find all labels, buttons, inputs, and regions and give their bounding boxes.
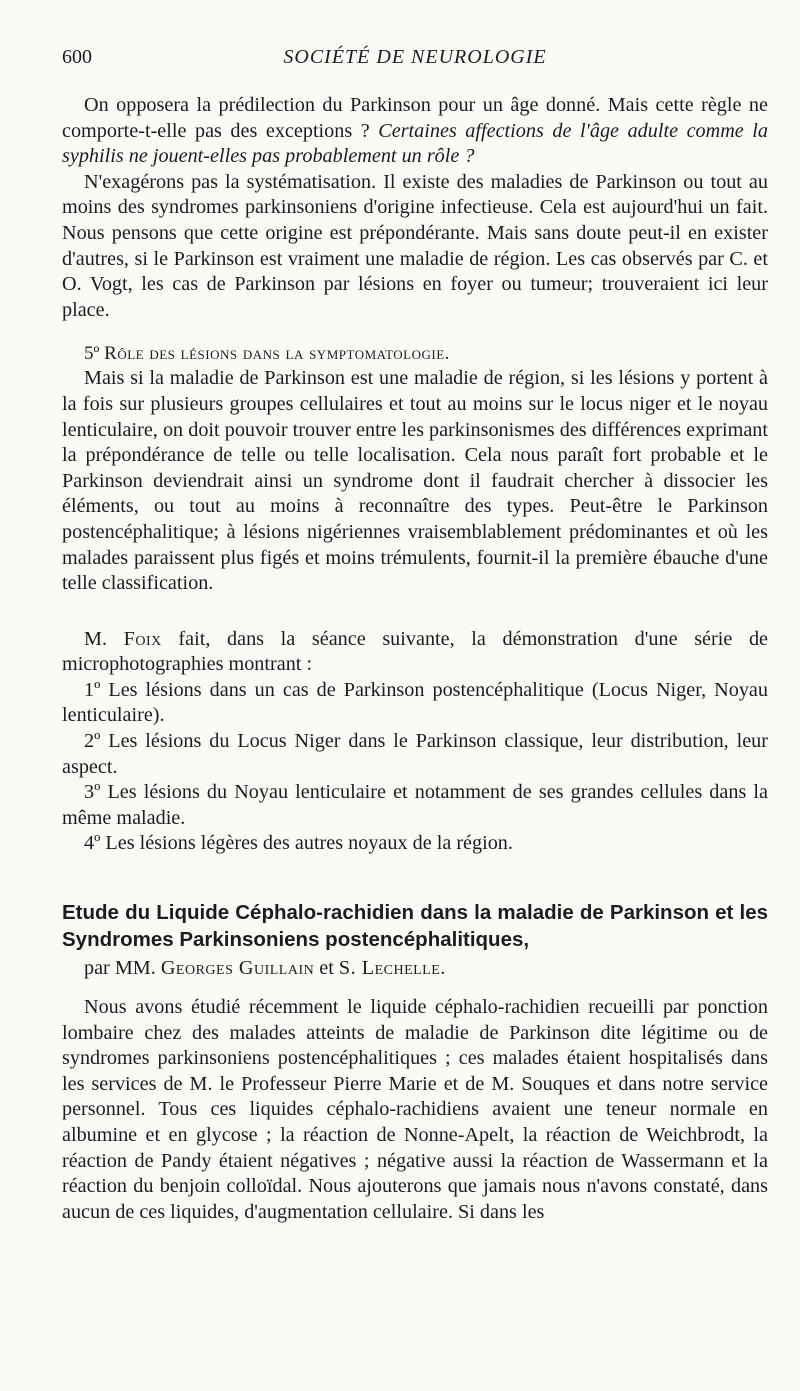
author-name: Foix: [123, 627, 162, 650]
foix-text: fait, dans la séance suivante, la démonstration d'une série de microphotographies montrant :: [62, 627, 768, 676]
list-item: 2º Les lésions du Locus Niger dans le Parkinson classique, leur distribution, leur aspect.: [62, 730, 768, 778]
byline-conjunction: et: [314, 957, 339, 980]
section-number: 5º: [84, 343, 105, 365]
section-heading: [62, 341, 768, 366]
author-name: Georges Guillain: [160, 957, 315, 980]
running-head: [62, 46, 768, 69]
paragraph-region-disease: Mais si la maladie de Parkinson est une maladie de région, si les lésions y portent à la fois sur plusieurs groupes cellulaires et tout au moins sur le locus niger et le noyau lenticulaire, on doit pouvoir trouver entre les parkinsonismes des différences exprimant la prépondérance de telle ou telle localisation. Cela nous paraît fort probable et le Parkinson deviendrait ainsi un syndrome dont il faudrait chercher à dissocier les éléments, ou tout au moins à reconnaître des types. Peut-être le Parkinson postencéphalitique; à lésions nigériennes vraisemblablement prédominantes et où les malades paraissent plus figés et moins trémulents, fournit-il la première ébauche d'une telle classification.: [62, 367, 768, 595]
article-heading: [62, 899, 768, 981]
document-page: [62, 46, 768, 1225]
paragraph-csf-study: Nous avons étudié récemment le liquide céphalo-rachidien recueilli par ponction lombaire chez des malades atteints de maladie de Parkinson dite légitime ou de syndromes parkinsoniens postencéphalitiques ; ces malades étaient hospitalisés dans les services de M. le Professeur Pierre Marie et de M. Souques et dans notre service personnel. Tous ces liquides céphalo-rachidiens avaient une teneur normale en albumine et en glycose ; la réaction de Nonne-Apelt, la réaction de Weichbrodt, la réaction de Pandy étaient négatives ; négative aussi la réaction de Wassermann et la réaction du benjoin colloïdal. Nous ajouterons que jamais nous n'avons constaté, dans aucun de ces liquides, d'augmentation cellulaire. Si dans les: [62, 996, 768, 1223]
section-title: Rôle des lésions dans la symptomatologie.: [104, 343, 450, 365]
article-byline: [84, 955, 768, 981]
paragraph-age-predilection: [62, 93, 768, 170]
italic-question: Certaines affections de l'âge adulte comme la syphilis ne jouent-elles pas probablement un rôle ?: [62, 119, 768, 168]
page-number: 600: [62, 46, 92, 68]
foix-prefix: M.: [84, 627, 124, 650]
author-name: S. Lechelle.: [338, 957, 446, 980]
paragraph-text: On opposera la prédilection du Parkinson pour un âge donné. Mais cette règle ne comporte-t-elle pas des exceptions ?: [62, 94, 768, 142]
journal-title: SOCIÉTÉ DE NEUROLOGIE: [283, 46, 547, 68]
paragraph-systematisation: N'exagérons pas la systématisation. Il existe des maladies de Parkinson ou tout au moins des syndromes parkinsoniens d'origine infectieuse. Cela est aujourd'hui un fait. Nous pensons que cette origine est prépondérante. Mais sans doute peut-il en exister d'autres, si le Parkinson est vraiment une maladie de région. Les cas observés par C. et O. Vogt, les cas de Parkinson par lésions en foyer ou tumeur; trouveraient ici leur place.: [62, 170, 768, 321]
list-item: 4º Les lésions légères des autres noyaux de la région.: [84, 832, 513, 855]
list-item: 3º Les lésions du Noyau lenticulaire et notamment de ses grandes cellules dans la même maladie.: [62, 781, 768, 829]
list-item: 1º Les lésions dans un cas de Parkinson postencéphalitique (Locus Niger, Noyau lenticulaire).: [62, 678, 768, 727]
byline-prefix: par MM.: [84, 957, 161, 980]
article-title: Etude du Liquide Céphalo-rachidien dans la maladie de Parkinson et les Syndromes Parkinsoniens postencéphalitiques,: [62, 901, 768, 952]
paragraph-foix-demonstration: [62, 627, 768, 678]
